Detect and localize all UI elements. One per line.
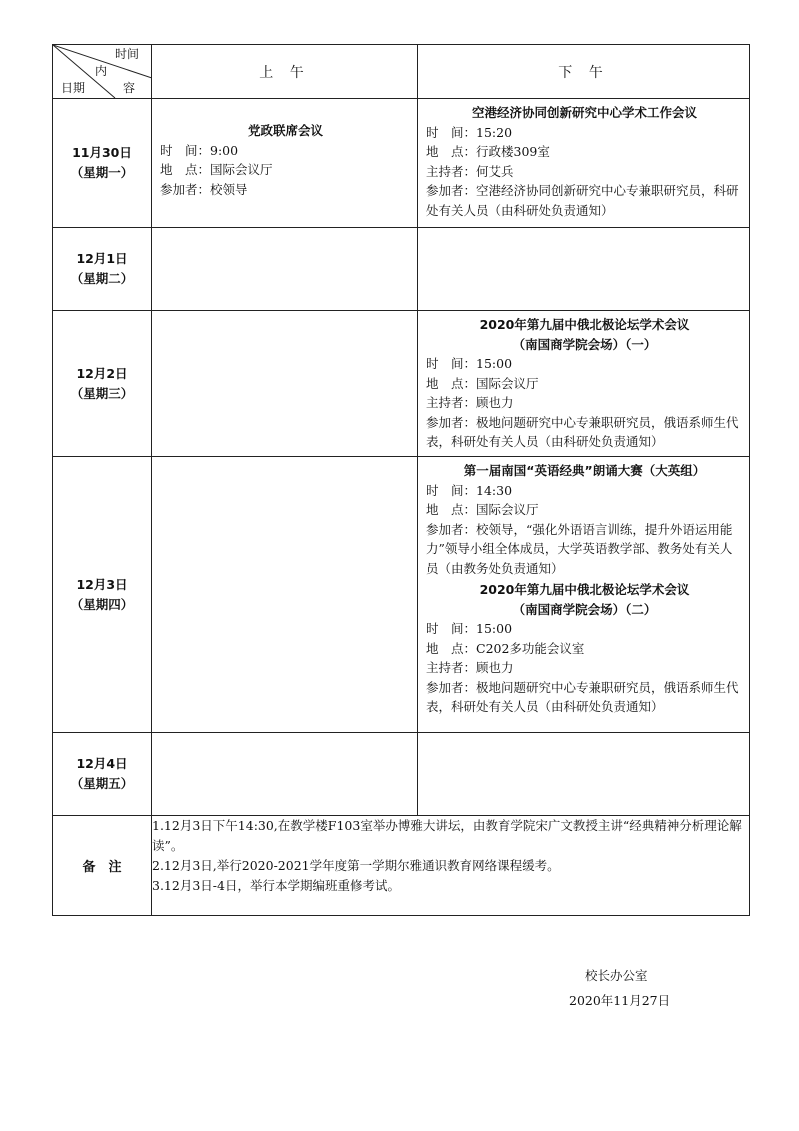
remark-item: 2.12月3日,举行2020-2021学年度第一学期尔雅通识教育网络课程缓考。	[152, 858, 560, 873]
corner-content-top-label: 内	[95, 64, 108, 78]
schedule-table	[52, 44, 750, 916]
corner-date-label: 日期	[61, 81, 86, 95]
event-detail-line: 时 间：14:30	[426, 482, 513, 498]
date-cell	[53, 311, 152, 457]
event-title: 2020年第九届中俄北极论坛学术会议	[479, 317, 690, 332]
date-cell	[53, 228, 152, 311]
date-label: 12月3日	[76, 576, 128, 592]
remarks-row	[53, 816, 750, 916]
morning-cell	[152, 311, 418, 457]
event-detail-line: 地 点：国际会议厅	[426, 502, 539, 517]
event-block	[418, 99, 749, 222]
event-title: 空港经济协同创新研究中心学术工作会议	[471, 105, 697, 120]
morning-cell	[152, 228, 418, 311]
afternoon-cell	[418, 457, 750, 733]
event-block	[418, 311, 749, 454]
corner-time-label: 时间	[115, 47, 140, 61]
morning-header: 上 午	[152, 45, 418, 99]
weekday-label: （星期三）	[70, 385, 134, 401]
event-detail-line: 地 点：C202多功能会议室	[426, 640, 585, 656]
day-row	[53, 733, 750, 816]
weekday-label: （星期二）	[70, 271, 134, 286]
date-label: 12月4日	[76, 756, 128, 771]
afternoon-cell	[418, 311, 750, 457]
header-row	[53, 45, 750, 99]
remarks-label: 备 注	[53, 816, 152, 916]
event-block	[152, 99, 417, 201]
event-detail-line: 参加者：空港经济协同创新研究中心专兼职研究员，科研处有关人员（由科研处负责通知）	[426, 183, 739, 218]
event-title: 第一届南国“英语经典”朗诵大赛（大英组）	[463, 463, 706, 478]
event-block	[418, 580, 749, 719]
event-title: （南国商学院会场）（一）	[512, 336, 657, 352]
event-detail-line: 主持者：顾也力	[426, 660, 514, 675]
date-label: 12月1日	[76, 251, 128, 266]
signature-office: 校长办公室	[585, 968, 648, 983]
event-detail-line: 参加者：校领导	[160, 181, 248, 197]
morning-cell	[152, 457, 418, 733]
corner-content-bottom-label: 容	[123, 81, 136, 95]
date-cell	[53, 457, 152, 733]
event-block	[418, 457, 749, 580]
event-detail-line: 时 间：9:00	[160, 142, 239, 158]
remarks-content	[152, 816, 750, 916]
date-cell	[53, 99, 152, 228]
event-title: （南国商学院会场）（二）	[512, 601, 657, 617]
event-detail-line: 主持者：何艾兵	[426, 163, 514, 179]
weekday-label: （星期一）	[70, 165, 134, 180]
date-cell	[53, 733, 152, 816]
event-title: 党政联席会议	[247, 123, 323, 138]
event-detail-line: 时 间：15:00	[426, 356, 513, 371]
event-title: 2020年第九届中俄北极论坛学术会议	[479, 582, 690, 597]
afternoon-cell	[418, 733, 750, 816]
date-label: 11月30日	[72, 145, 132, 160]
event-detail-line: 参加者：极地问题研究中心专兼职研究员，俄语系师生代表，科研处有关人员（由科研处负责通知）	[426, 414, 739, 449]
event-detail-line: 参加者：校领导，“强化外语语言训练，提升外语运用能力”领导小组全体成员，大学英语教学部、教务处有关人员（由教务处负责通知）	[426, 521, 733, 576]
remark-item: 3.12月3日-4日，举行本学期编班重修考试。	[152, 878, 400, 893]
weekday-label: （星期五）	[70, 776, 134, 791]
corner-header-cell	[53, 45, 152, 99]
event-detail-line: 地 点：国际会议厅	[426, 375, 539, 391]
day-row	[53, 457, 750, 733]
day-row	[53, 311, 750, 457]
event-detail-line: 地 点：国际会议厅	[160, 162, 273, 177]
day-row	[53, 228, 750, 311]
morning-cell	[152, 733, 418, 816]
event-detail-line: 参加者：极地问题研究中心专兼职研究员，俄语系师生代表，科研处有关人员（由科研处负责通知）	[426, 679, 739, 714]
event-detail-line: 地 点：行政楼309室	[426, 144, 550, 159]
day-row	[53, 99, 750, 228]
remark-item: 1.12月3日下午14:30,在教学楼F103室举办博雅大讲坛，由教育学院宋广文教授主讲“经典精神分析理论解读”。	[152, 818, 742, 853]
afternoon-header: 下 午	[418, 45, 750, 99]
afternoon-cell	[418, 99, 750, 228]
date-label: 12月2日	[76, 365, 128, 381]
afternoon-cell	[418, 228, 750, 311]
event-detail-line: 主持者：顾也力	[426, 395, 514, 410]
signature-date: 2020年11月27日	[569, 993, 671, 1008]
event-detail-line: 时 间：15:00	[426, 621, 513, 636]
weekday-label: （星期四）	[70, 596, 134, 612]
event-detail-line: 时 间：15:20	[426, 124, 513, 140]
morning-cell	[152, 99, 418, 228]
